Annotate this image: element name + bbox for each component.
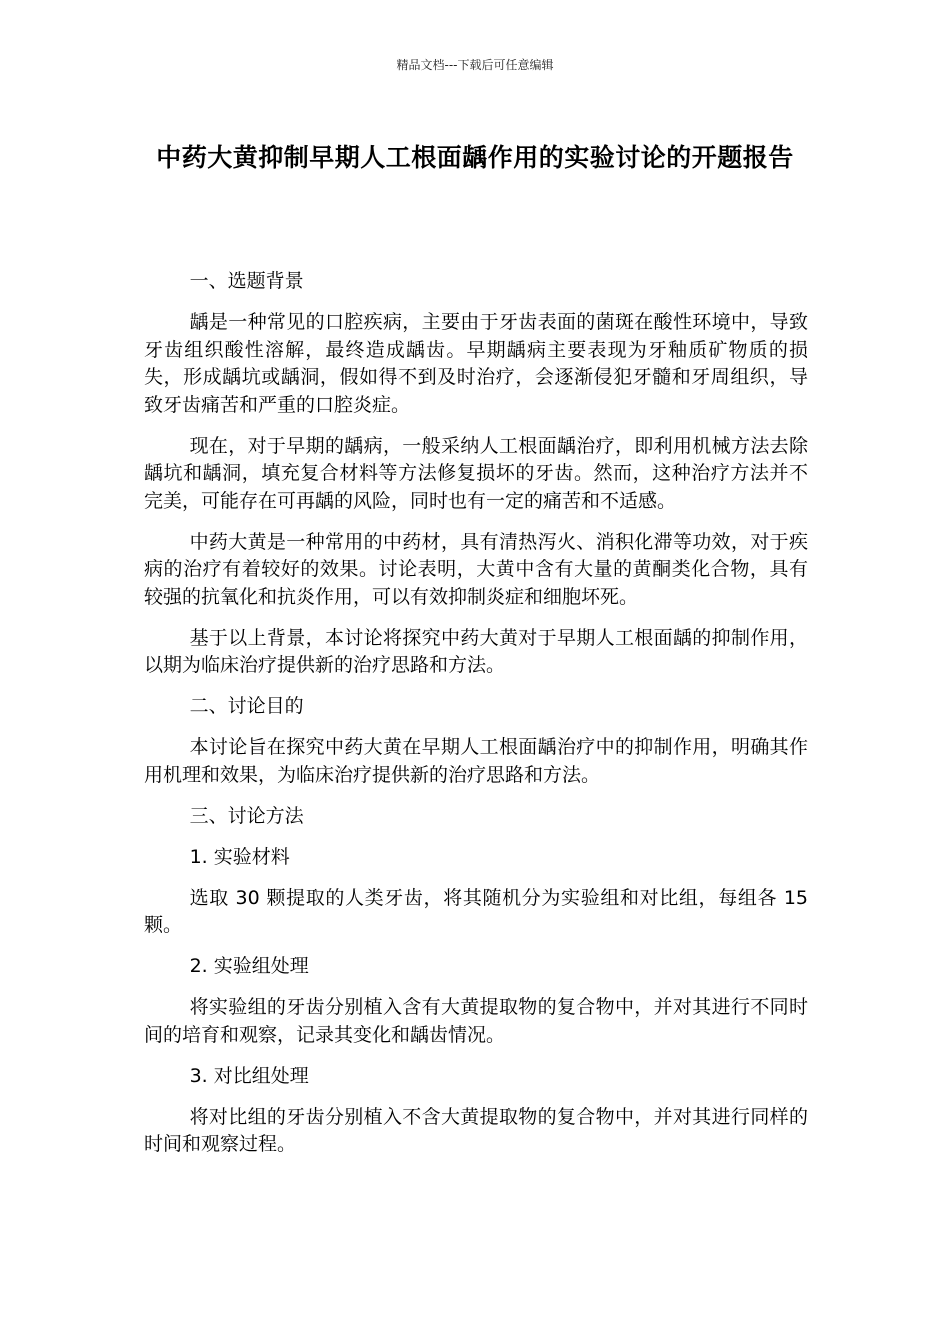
paragraph: 选取 30 颗提取的人类牙齿，将其随机分为实验组和对比组，每组各 15 颗。 [144, 886, 808, 936]
paragraph: 现在，对于早期的龋病，一般采纳人工根面龋治疗，即利用机械方法去除龋坑和龋洞，填充复合材料等方法修复损坏的牙齿。然而，这种治疗方法并不完美，可能存在可再龋的风险，同时也有一定的痛苦和不适感。 [144, 434, 808, 512]
paragraph: 本讨论旨在探究中药大黄在早期人工根面龋治疗中的抑制作用，明确其作用机理和效果，为临床治疗提供新的治疗思路和方法。 [144, 736, 808, 786]
document-body [144, 268, 808, 1172]
heading-methods: 三、讨论方法 [189, 804, 304, 827]
paragraph: 基于以上背景，本讨论将探究中药大黄对于早期人工根面龋的抑制作用，以期为临床治疗提供新的治疗思路和方法。 [144, 626, 808, 676]
heading-purpose: 二、讨论目的 [189, 695, 304, 717]
header-note: 精品文档---下载后可任意编辑 [396, 58, 554, 72]
paragraph: 中药大黄是一种常用的中药材，具有清热泻火、消积化滞等功效，对于疾病的治疗有着较好的效果。讨论表明，大黄中含有大量的黄酮类化合物，具有较强的抗氧化和抗炎作用，可以有效抑制炎症和细胞坏死。 [144, 530, 808, 608]
subheading-control-group: 3. 对比组处理 [189, 1064, 309, 1087]
subheading-materials: 1. 实验材料 [189, 845, 290, 868]
document-title: 中药大黄抑制早期人工根面龋作用的实验讨论的开题报告 [156, 143, 794, 172]
subheading-experimental-group: 2. 实验组处理 [189, 955, 309, 977]
heading-background: 一、选题背景 [189, 270, 304, 292]
paragraph: 将对比组的牙齿分别植入不含大黄提取物的复合物中，并对其进行同样的时间和观察过程。 [144, 1105, 808, 1155]
paragraph: 将实验组的牙齿分别植入含有大黄提取物的复合物中，并对其进行不同时间的培育和观察，记录其变化和龋齿情况。 [144, 996, 808, 1046]
paragraph: 龋是一种常见的口腔疾病，主要由于牙齿表面的菌斑在酸性环境中，导致牙齿组织酸性溶解，最终造成龋齿。早期龋病主要表现为牙釉质矿物质的损失，形成龋坑或龋洞，假如得不到及时治疗，会逐渐侵犯牙髓和牙周组织，导致牙齿痛苦和严重的口腔炎症。 [144, 311, 808, 416]
